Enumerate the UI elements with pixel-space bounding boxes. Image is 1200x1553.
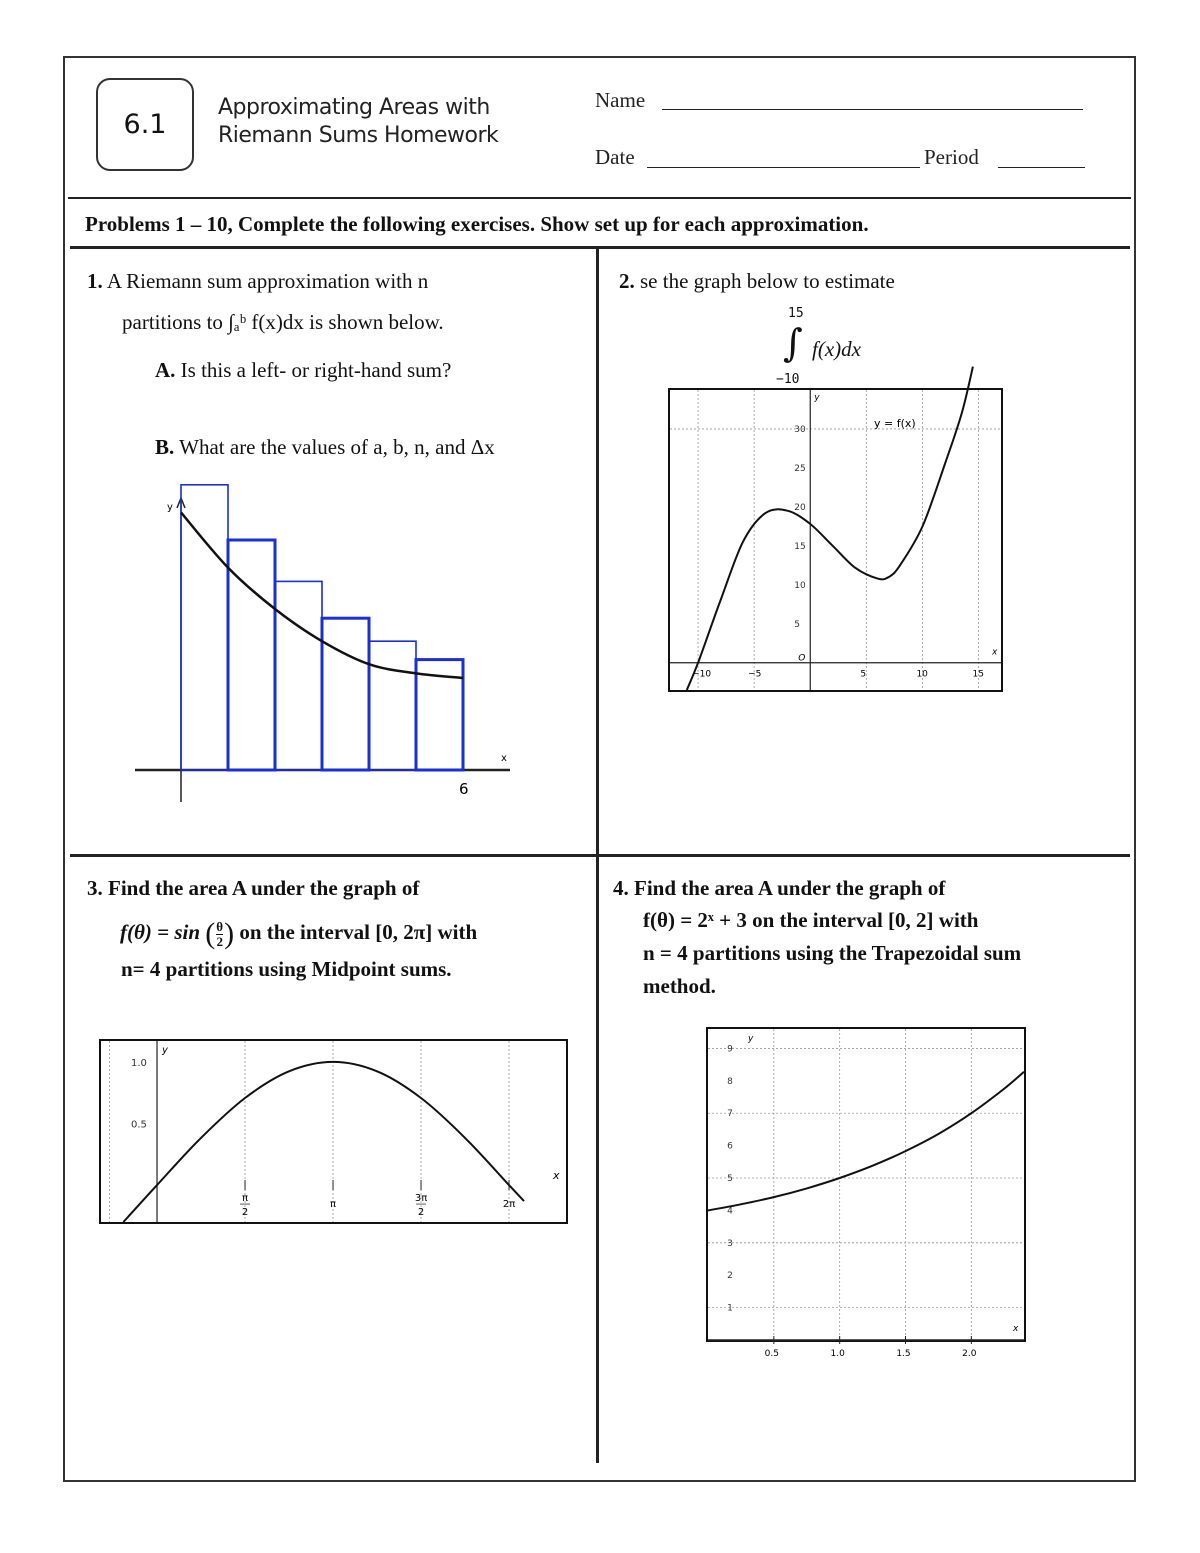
integral-lower-limit: −10 (776, 372, 800, 387)
problem-4-graph-box (706, 1027, 1026, 1359)
theta-fraction (216, 920, 223, 949)
problem-4-number: 4. (613, 876, 629, 900)
chart1-bar-1 (181, 485, 228, 770)
problem-2-number: 2. (619, 269, 635, 293)
integral-integrand: f(x)dx (812, 337, 861, 361)
chart2-y-tick-label-1: 5 (794, 619, 800, 630)
chart2-y-tick-label-5: 25 (794, 463, 806, 474)
chart4-y-tick-label-8: 8 (727, 1076, 733, 1087)
problem-2-graph-box (668, 388, 1003, 692)
problem-3-line-2 (120, 915, 477, 951)
section-number: 6.1 (123, 109, 167, 140)
chart2-x-tick-label-1: −10 (692, 669, 712, 680)
chart4-y-axis-label: y (748, 1034, 754, 1044)
chart2-x-tick-label-4: 10 (916, 669, 928, 680)
chart3-x-tick-label-1-den: 2 (241, 1207, 249, 1219)
problem-3-function: f(θ) = sin (120, 920, 201, 944)
chart3-x-tick-label-2: π (330, 1199, 337, 1211)
chart2-y-tick-label-4: 20 (794, 502, 806, 513)
chart4-y-tick-label-9: 9 (727, 1044, 733, 1055)
header-divider (68, 197, 1131, 199)
period-field[interactable] (998, 167, 1085, 168)
part-b-text: What are the values of a, b, n, and Δx (179, 435, 495, 459)
part-b-label: B. (155, 435, 175, 459)
fraction-denominator: 2 (216, 933, 223, 949)
chart1-xlabel: x (501, 753, 507, 764)
chart4-x-axis-label: x (1013, 1324, 1019, 1334)
problem-1-number: 1. (87, 269, 103, 293)
date-field[interactable] (647, 167, 920, 168)
section-number-box (96, 78, 194, 171)
chart3-x-tick-label-1-num: π (242, 1193, 249, 1205)
chart4-x-tick-label-4: 2.0 (962, 1349, 977, 1359)
exponential-function-chart (708, 1029, 1024, 1359)
part-a-label: A. (155, 358, 176, 382)
integral-sign: ∫ (783, 321, 803, 365)
chart4-y-tick-label-7: 7 (727, 1109, 733, 1120)
chart4-y-tick-label-1: 1 (727, 1303, 733, 1314)
chart4-curve (708, 1072, 1024, 1211)
chart3-x-tick-label-3-num: 3π (414, 1193, 428, 1205)
problem-1-line-2: partitions to ∫ₐᵇ f(x)dx is shown below. (122, 310, 444, 334)
integral-upper-limit: 15 (788, 306, 804, 321)
chart4-x-tick-label-3: 1.5 (896, 1349, 911, 1359)
problem-4-text-1: Find the area A under the graph of (634, 876, 946, 900)
chart1-ylabel: y (167, 502, 173, 513)
chart2-origin-label: O (798, 653, 806, 664)
part-a-text: Is this a left- or right-hand sum? (180, 358, 452, 382)
chart2-y-tick-label-2: 10 (794, 580, 806, 591)
chart4-y-tick-label-3: 3 (727, 1238, 733, 1249)
chart4-y-tick-label-2: 2 (727, 1271, 733, 1282)
name-field[interactable] (662, 109, 1083, 110)
instructions-divider (70, 246, 1130, 249)
chart2-x-tick-label-2: −5 (748, 669, 762, 680)
period-label: Period (924, 145, 979, 169)
problem-4-line-1 (613, 871, 945, 905)
chart3-x-axis-label: x (553, 1169, 560, 1183)
problem-3-text-1: Find the area A under the graph of (108, 876, 420, 900)
chart2-x-tick-label-3: 5 (860, 669, 867, 680)
chart3-x-tick-label-3-den: 2 (417, 1207, 425, 1219)
problem-1-part-b (155, 430, 495, 464)
chart3-x-tick-label-4: 2π (502, 1199, 516, 1211)
problem-4-line-4: method. (643, 974, 716, 998)
problem-2-line-1 (619, 264, 895, 298)
chart2-curve (687, 367, 973, 690)
chart2-legend-label: y = f(x) (874, 416, 916, 430)
chart1-tick-label-6: 6 (459, 780, 469, 798)
riemann-sum-chart (125, 490, 525, 810)
problem-3-line-3: n= 4 partitions using Midpoint sums. (121, 957, 452, 981)
chart1-bar-4 (322, 618, 369, 770)
chart3-y-tick-label-2: 0.5 (131, 1119, 147, 1131)
problem-1-part-a (155, 353, 451, 387)
problem-2-text: se the graph below to estimate (640, 269, 895, 293)
chart3-y-axis-label: y (162, 1045, 168, 1056)
problem-3-graph-box (99, 1039, 568, 1224)
chart4-x-tick-label-1: 0.5 (764, 1349, 779, 1359)
chart4-y-tick-label-5: 5 (727, 1174, 733, 1185)
problem-1-line-1 (87, 264, 428, 298)
row-divider (70, 854, 1130, 857)
chart1-bar-3 (275, 581, 322, 770)
problem-4-line-2: f(θ) = 2ˣ + 3 on the interval [0, 2] with (643, 908, 979, 932)
problem-3-number: 3. (87, 876, 103, 900)
chart2-y-tick-label-6: 30 (794, 424, 806, 435)
chart1-bar-5 (369, 641, 416, 770)
chart2-y-tick-label-3: 15 (794, 541, 806, 552)
chart4-y-tick-label-6: 6 (727, 1141, 733, 1152)
problem-4-line-3: n = 4 partitions using the Trapezoidal sum (643, 941, 1022, 965)
chart4-x-tick-label-2: 1.0 (830, 1349, 845, 1359)
chart2-x-tick-label-5: 15 (972, 669, 985, 680)
problem-3-line-1 (87, 871, 419, 905)
problem-3-interval-text: on the interval [0, 2π] with (239, 920, 478, 944)
chart2-x-axis-label: x (992, 647, 998, 658)
left-paren: ( (205, 917, 216, 951)
fraction-numerator: θ (216, 918, 224, 934)
name-label: Name (595, 88, 646, 112)
chart3-curve (123, 1062, 524, 1222)
sine-function-chart (101, 1041, 566, 1222)
right-paren: ) (224, 917, 235, 951)
problem-1-text-1: A Riemann sum approximation with n (106, 269, 429, 293)
cubic-function-chart (670, 390, 1001, 690)
title-line-2: Riemann Sums Homework (218, 123, 499, 148)
instructions: Problems 1 – 10, Complete the following exercises. Show set up for each approximation. (85, 212, 869, 236)
title-line-1: Approximating Areas with (218, 95, 490, 120)
chart3-y-tick-label-1: 1.0 (131, 1057, 147, 1069)
chart4-y-tick-label-4: 4 (727, 1206, 733, 1217)
page-title (218, 94, 498, 150)
date-label: Date (595, 145, 635, 169)
chart2-y-axis-label: y (814, 393, 820, 403)
